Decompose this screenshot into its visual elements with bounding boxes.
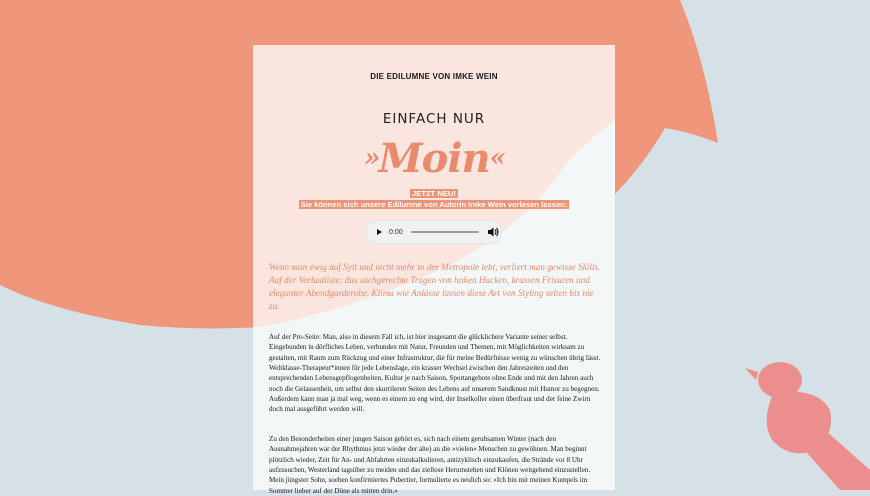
column-eyebrow: DIE EDILUMNE VON IMKE WEIN [370, 72, 498, 81]
bird-illustration [745, 362, 870, 490]
audio-time: 0:00 [389, 228, 403, 236]
article-card [253, 45, 615, 495]
play-icon[interactable] [377, 229, 382, 235]
lead-paragraph: Wenn man ewig auf Sylt und nicht mehr in der Metropole lebt, verliert man gewisse Skills. Auf der Verlustliste: das sachgerechte Tragen von hohen Hacken, krassen Frisuren und eleganter Abendgarderobe. Klima wie Anlässe lassen diese Art von Styling selten bis nie zu. [269, 262, 601, 311]
audio-intro-text: Sie können sich unsere Edilumne von Autorin Imke Wein vorlesen lassen: [300, 200, 568, 209]
body-paragraph: Auf der Pro-Seite: Man, also in diesem Fall ich, ist hier insgesamt die glücklichere Variante seiner selbst. Eingebunden in dörfliches Leben, verbunden mit Natur, Freunden und Themen, mit Möglichkeiten wirksam zu gestalten, mit Raum zum Rückzug und einer Infrastruktur, die für meine Bedürfnisse wenig zu wünschen übrig lässt. Weltklasse-Therapeut*innen für jede Lebenslage, ein krasser Wechsel zwischen den Jahreszeiten und den entsprechenden Lebensgepflogenheiten, Kultur je nach Saison, Sportangebote ohne Ende und mit den Jahren auch noch die Gelassenheit, um selbst den skurrileren Seiten des Lebens auf unserem Sandknust mit Humor zu begegnen. Außerdem kann man ja mal weg, wenn es einem zu eng wird, der Inselkoller einen überfraut und der feine Zwirn doch mal ausgeführt werden will. [269, 333, 601, 414]
brush-title [253, 133, 615, 184]
body-paragraph: Zu den Besonderheiten einer jungen Saison gehört es, sich nach einem geruhsamen Winter (nach den Ausnahmejahren war der Rhythmus jetzt wieder der alte) an die »vielen« Menschen zu gewöhnen. Man beginnt plötzlich wieder, Zeit für An- und Abfahrten einzukalkulieren, antizyklisch einzukaufen, die Strände vor 8 Uhr aufzusuchen, Westerland tagsüber zu meiden und das ziellose Herumstehen und Klönen weitgehend einzustellen. Mein jüngster Sohn, soeben konfirmiertes Pubertier, formulierte es neulich so: »Ich bin mit meinen Kumpels im Sommer lieber auf der Düne als mitten drin.« [269, 435, 591, 495]
brush-word: Moin [378, 135, 490, 182]
audio-player[interactable] [366, 220, 502, 244]
volume-icon[interactable] [487, 226, 499, 238]
quote-close: « [489, 143, 504, 173]
headline: EINFACH NUR [382, 111, 486, 127]
audio-intro [253, 200, 615, 209]
new-badge [253, 189, 615, 198]
audio-progress-track[interactable] [411, 231, 479, 233]
quote-open: » [364, 143, 379, 173]
new-badge-text: JETZT NEU! [412, 189, 456, 198]
